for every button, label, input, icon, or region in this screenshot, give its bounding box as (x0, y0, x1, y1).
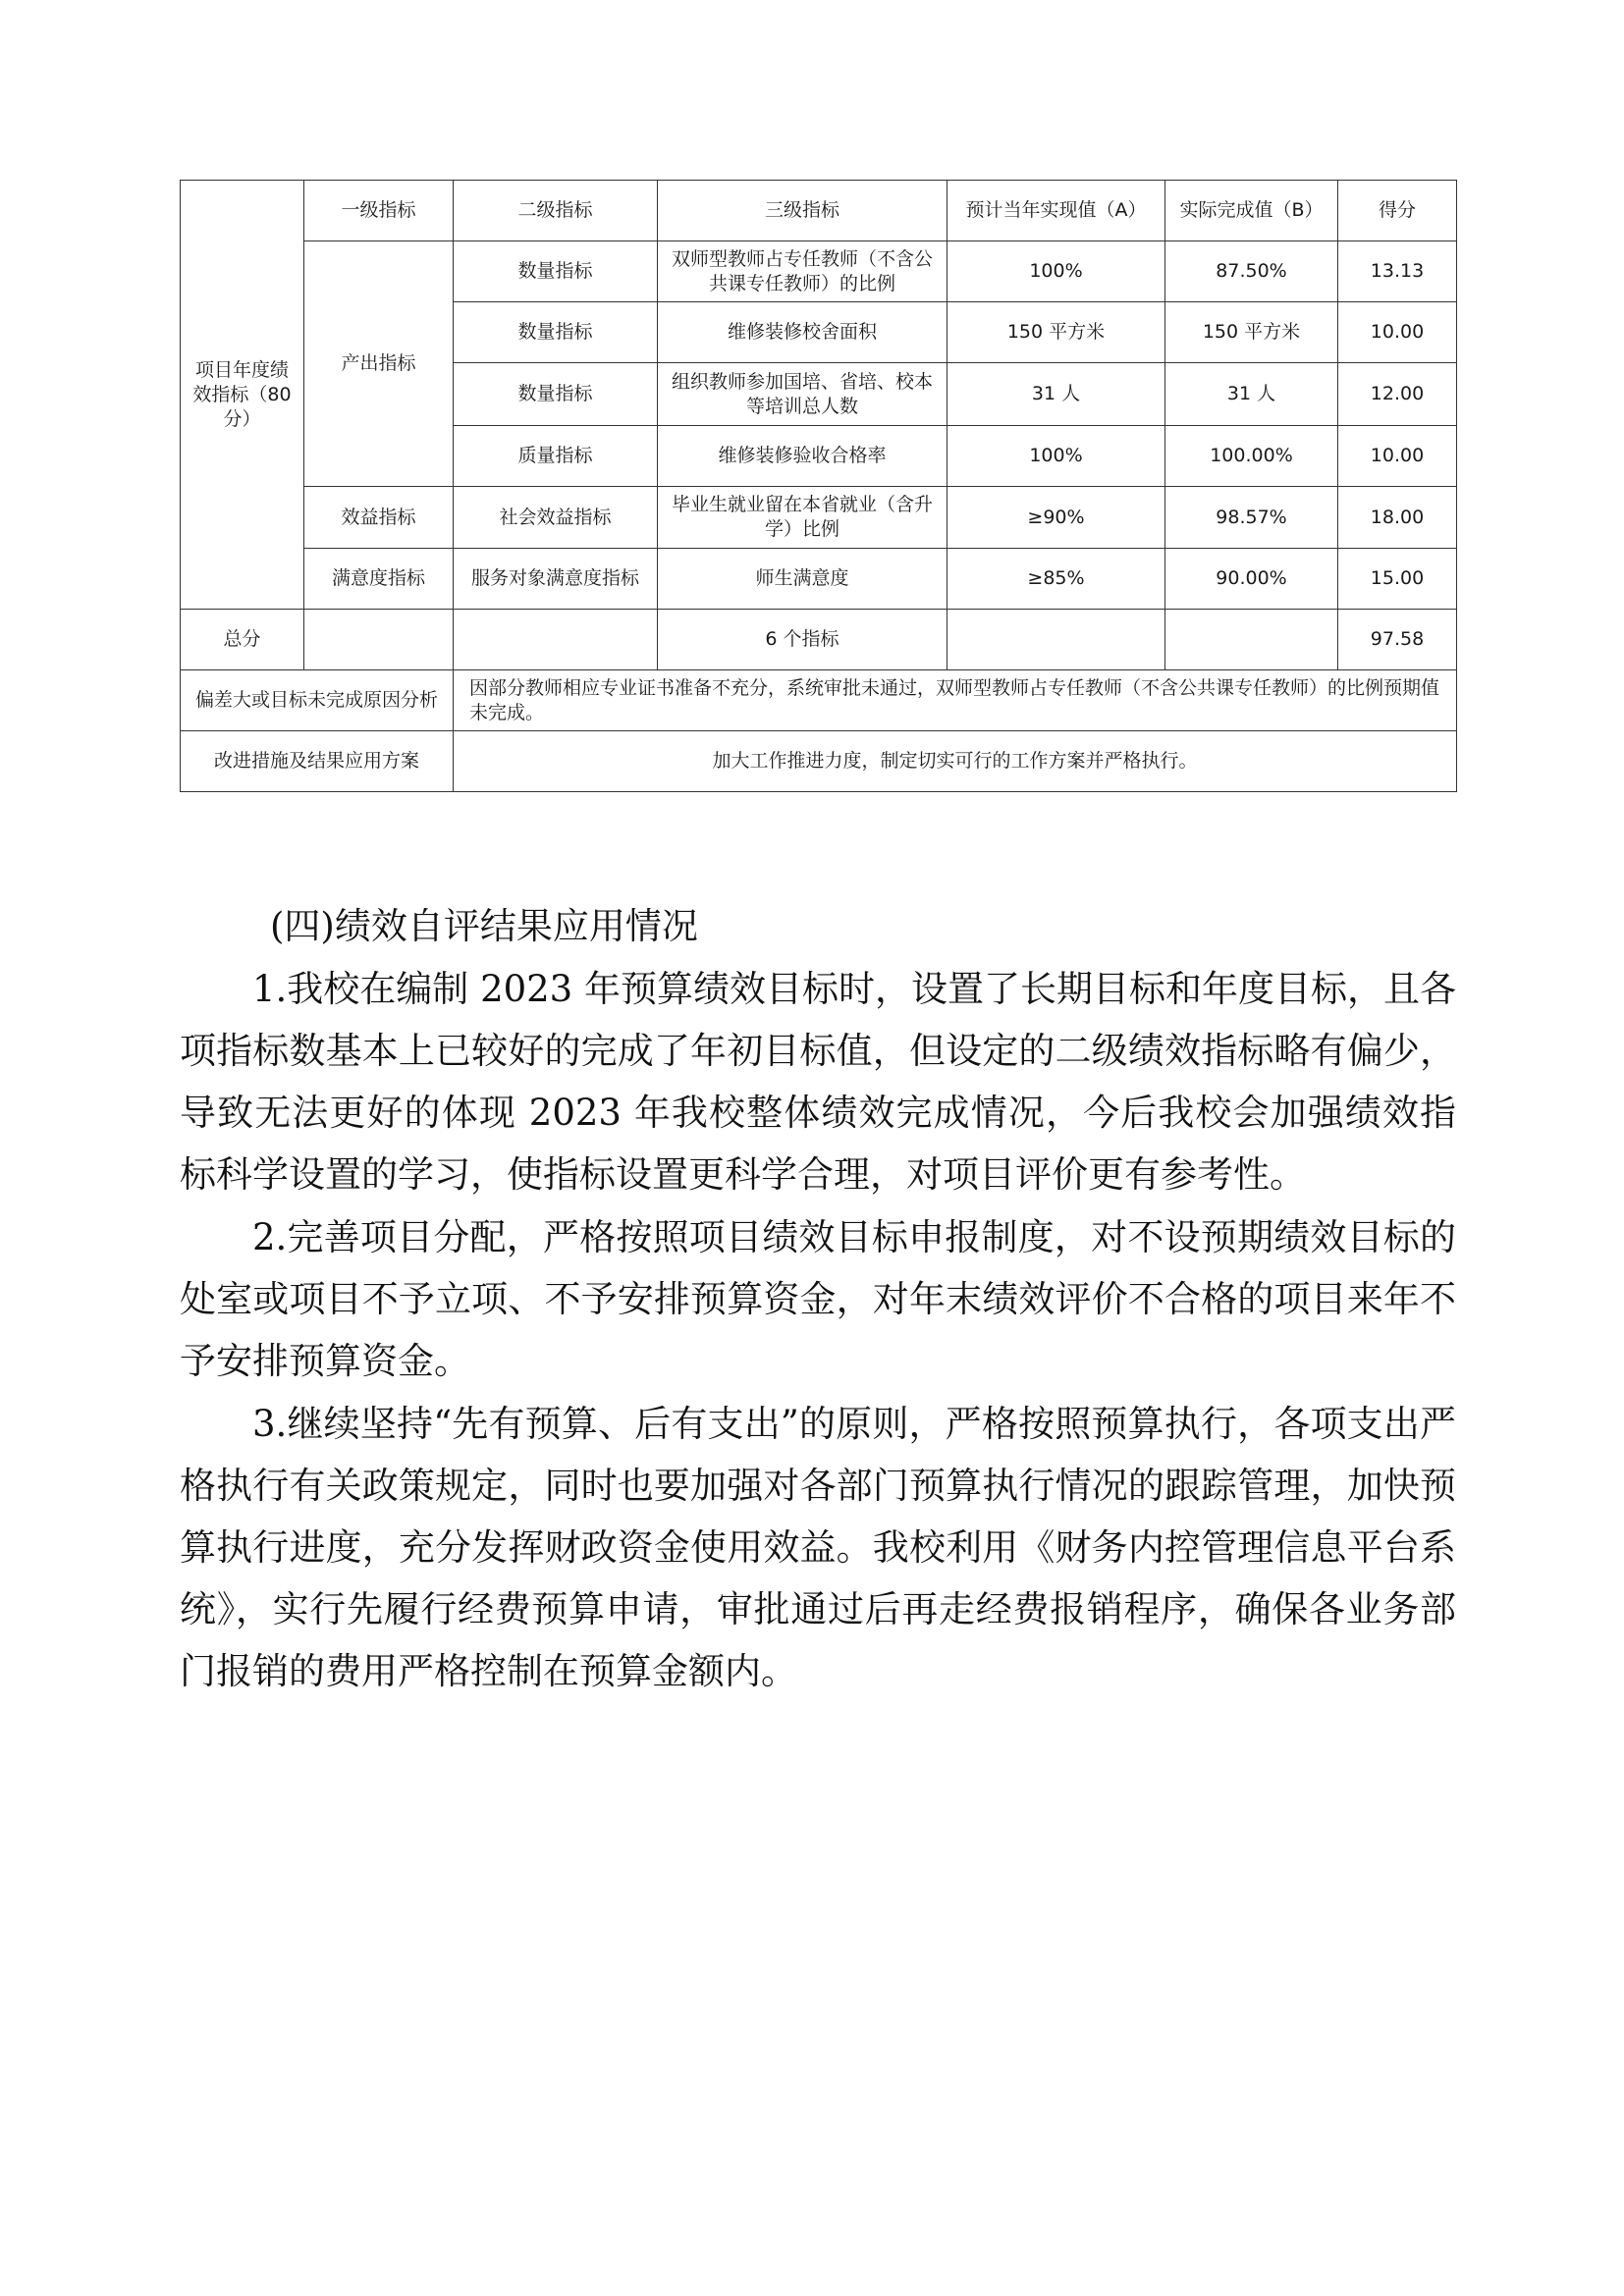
performance-indicator-table (180, 180, 1457, 792)
improvement-label: 改进措施及结果应用方案 (181, 731, 454, 792)
deviation-text: 因部分教师相应专业证书准备不充分，系统审批未通过，双师型教师占专任教师（不含公共课专任教师）的比例预期值未完成。 (454, 670, 1457, 731)
cell-expected: ≥90% (947, 487, 1165, 549)
level1-benefit: 效益指标 (304, 487, 454, 549)
cell-level3: 维修装修校舍面积 (658, 302, 947, 363)
total-empty-cell (947, 610, 1165, 670)
level1-output: 产出指标 (304, 241, 454, 487)
cell-expected: ≥85% (947, 549, 1165, 610)
improvement-row (181, 731, 1457, 792)
cell-level2: 质量指标 (454, 426, 658, 487)
cell-actual: 87.50% (1165, 241, 1338, 302)
header-level2: 二级指标 (454, 181, 658, 241)
cell-level2: 社会效益指标 (454, 487, 658, 549)
paragraph-2: 2.完善项目分配，严格按照项目绩效目标申报制度，对不设预期绩效目标的处室或项目不予立项、不予安排预算资金，对年末绩效评价不合格的项目来年不予安排预算资金。 (180, 1216, 1456, 1382)
level1-satisfaction: 满意度指标 (304, 549, 454, 610)
cell-level3: 组织教师参加国培、省培、校本等培训总人数 (658, 363, 947, 426)
cell-score: 10.00 (1338, 302, 1457, 363)
header-score: 得分 (1338, 181, 1457, 241)
header-level1: 一级指标 (304, 181, 454, 241)
section-body (180, 895, 1456, 1703)
total-empty-cell (304, 610, 454, 670)
total-empty-cell (1165, 610, 1338, 670)
cell-level2: 数量指标 (454, 302, 658, 363)
cell-score: 13.13 (1338, 241, 1457, 302)
table-header-row (181, 181, 1457, 241)
indicator-group-label: 项目年度绩效指标（80分） (181, 181, 304, 610)
cell-actual: 150 平方米 (1165, 302, 1338, 363)
header-level3: 三级指标 (658, 181, 947, 241)
cell-expected: 150 平方米 (947, 302, 1165, 363)
cell-actual: 90.00% (1165, 549, 1338, 610)
cell-actual: 98.57% (1165, 487, 1338, 549)
section-heading: (四)绩效自评结果应用情况 (270, 905, 698, 947)
cell-level3: 维修装修验收合格率 (658, 426, 947, 487)
cell-level2: 数量指标 (454, 241, 658, 302)
paragraph-1: 1.我校在编制 2023 年预算绩效目标时，设置了长期目标和年度目标，且各项指标数基本上已较好的完成了年初目标值，但设定的二级绩效指标略有偏少，导致无法更好的体现 2023 年我校整体绩效完成情况，今后我校会加强绩效指标科学设置的学习，使指标设置更科学合理，对项目评价更有参考性。 (180, 968, 1456, 1196)
table-row (181, 549, 1457, 610)
total-label: 总分 (181, 610, 304, 670)
cell-actual: 100.00% (1165, 426, 1338, 487)
cell-level2: 数量指标 (454, 363, 658, 426)
total-indicators: 6 个指标 (658, 610, 947, 670)
total-empty-cell (454, 610, 658, 670)
improvement-text: 加大工作推进力度，制定切实可行的工作方案并严格执行。 (454, 731, 1457, 792)
cell-score: 12.00 (1338, 363, 1457, 426)
cell-expected: 100% (947, 241, 1165, 302)
total-score: 97.58 (1338, 610, 1457, 670)
cell-score: 10.00 (1338, 426, 1457, 487)
cell-score: 18.00 (1338, 487, 1457, 549)
cell-level3: 师生满意度 (658, 549, 947, 610)
cell-score: 15.00 (1338, 549, 1457, 610)
cell-level3: 毕业生就业留在本省就业（含升学）比例 (658, 487, 947, 549)
deviation-label: 偏差大或目标未完成原因分析 (181, 670, 454, 731)
header-actual: 实际完成值（B） (1165, 181, 1338, 241)
cell-level3: 双师型教师占专任教师（不含公共课专任教师）的比例 (658, 241, 947, 302)
table-row (181, 241, 1457, 302)
cell-actual: 31 人 (1165, 363, 1338, 426)
paragraph-3: 3.继续坚持“先有预算、后有支出”的原则，严格按照预算执行，各项支出严格执行有关政策规定，同时也要加强对各部门预算执行情况的跟踪管理，加快预算执行进度，充分发挥财政资金使用效益。我校利用《财务内控管理信息平台系统》，实行先履行经费预算申请，审批通过后再走经费报销程序，确保各业务部门报销的费用严格控制在预算金额内。 (180, 1403, 1456, 1692)
cell-expected: 31 人 (947, 363, 1165, 426)
deviation-row (181, 670, 1457, 731)
cell-expected: 100% (947, 426, 1165, 487)
cell-level2: 服务对象满意度指标 (454, 549, 658, 610)
total-row (181, 610, 1457, 670)
header-expected: 预计当年实现值（A） (947, 181, 1165, 241)
table-row (181, 487, 1457, 549)
